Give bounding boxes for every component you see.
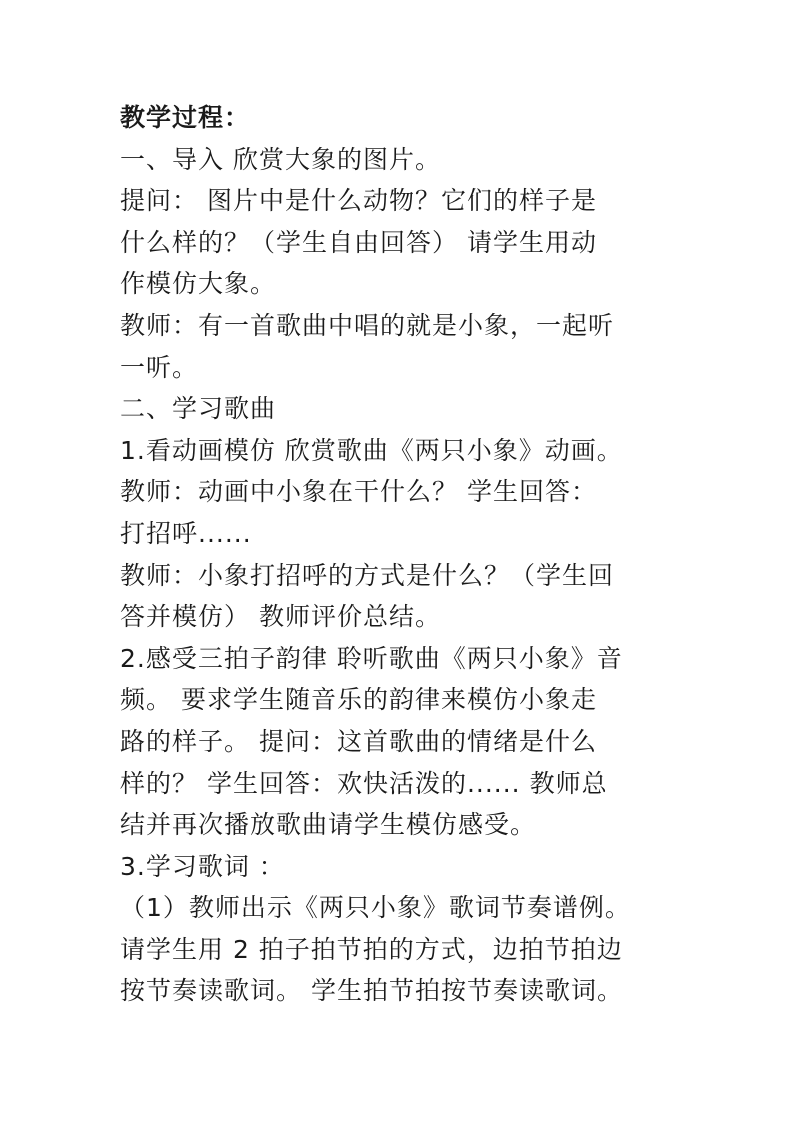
paragraph-line: 3.学习歌词 ： bbox=[120, 851, 285, 881]
paragraph-line: 按节奏读歌词。 学生拍节拍按节奏读歌词。 bbox=[120, 976, 623, 1006]
paragraph-line: 什么样的？（学生自由回答） 请学生用动 bbox=[120, 227, 597, 257]
paragraph-line: 请学生用 2 拍子拍节拍的方式，边拍节拍边 bbox=[120, 934, 623, 964]
section-title: 教学过程： bbox=[120, 103, 251, 132]
paragraph-line: 教师：小象打招呼的方式是什么？（学生回 bbox=[120, 560, 615, 590]
paragraph-line: 频。 要求学生随音乐的韵律来模仿小象走 bbox=[120, 685, 597, 715]
paragraph-line: 教师：有一首歌曲中唱的就是小象，一起听 bbox=[120, 310, 615, 340]
document-body bbox=[120, 97, 676, 1012]
paragraph-line: 答并模仿） 教师评价总结。 bbox=[120, 602, 441, 632]
paragraph-line: 作模仿大象。 bbox=[120, 269, 277, 299]
paragraph-line: 提问： 图片中是什么动物？它们的样子是 bbox=[120, 186, 597, 216]
paragraph-line: 结并再次播放歌曲请学生模仿感受。 bbox=[120, 810, 537, 840]
paragraph-line: （1）教师出示《两只小象》歌词节奏谱例。 bbox=[120, 893, 631, 923]
paragraph-line: 教师：动画中小象在干什么？ 学生回答： bbox=[120, 477, 597, 507]
paragraph-line: 路的样子。 提问：这首歌曲的情绪是什么 bbox=[120, 726, 597, 756]
paragraph-line: 打招呼...... bbox=[120, 518, 252, 548]
paragraph-line: 样的？ 学生回答：欢快活泼的...... 教师总 bbox=[120, 768, 608, 798]
heading-learn-song: 二、学习歌曲 bbox=[120, 394, 277, 424]
paragraph-line: 一听。 bbox=[120, 352, 199, 382]
heading-intro: 一、导入 欣赏大象的图片。 bbox=[120, 144, 441, 174]
paragraph-line: 2.感受三拍子韵律 聆听歌曲《两只小象》音 bbox=[120, 643, 623, 673]
paragraph-line: 1.看动画模仿 欣赏歌曲《两只小象》动画。 bbox=[120, 435, 623, 465]
